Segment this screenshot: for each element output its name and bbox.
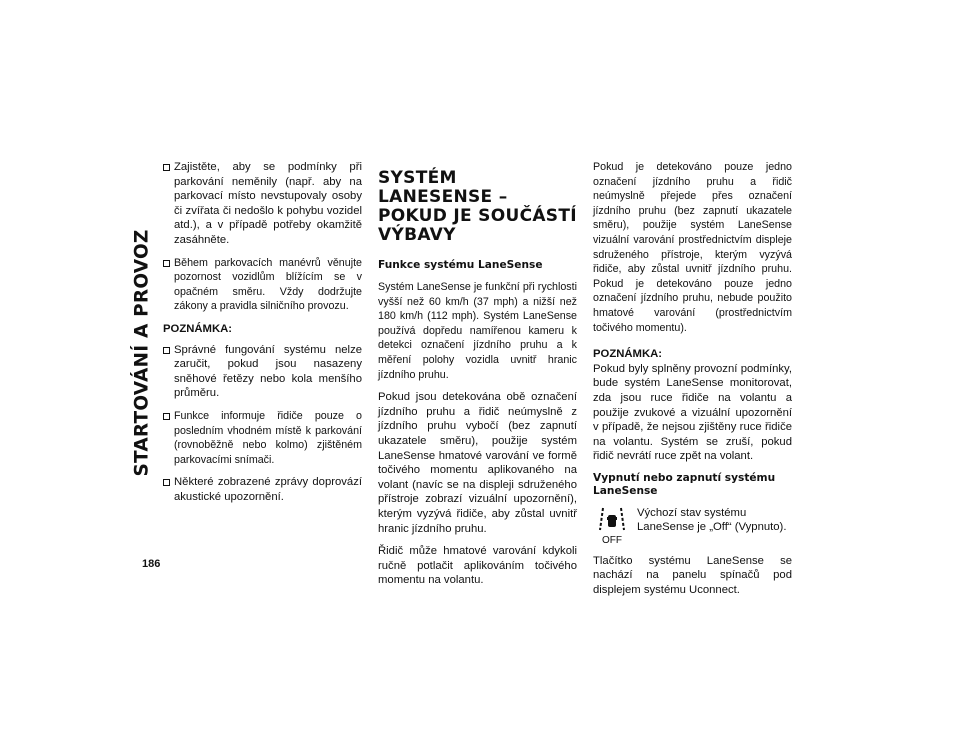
bullet-item [163,475,362,504]
paragraph: Tlačítko systému LaneSense se nachází na panelu spínačů pod displejem systému Uconnect. [593,554,792,597]
bullet-box-icon [163,413,170,420]
bullet-box-icon [163,479,170,486]
note-text: Pokud byly splněny provozní podmínky, bude systém LaneSense monitorovat, zda jsou ruce řidiče na volantu a použije zvukové a vizuální upozornění v případě, že nejsou zjištěny ruce řidiče na volantu. Systém se zruší, pokud řidič nevrátí ruce zpět na volant. [593,362,792,463]
subsection-heading: Vypnutí nebo zapnutí systému LaneSense [593,471,776,497]
bullet-box-icon [163,164,170,171]
column-left [163,160,362,512]
lanesense-off-row [593,506,792,546]
page-number: 186 [142,558,161,570]
note-label: POZNÁMKA: [163,322,233,335]
icon-description: Výchozí stav systému LaneSense je „Off“ (Vypnuto). [637,506,787,534]
column-middle [378,160,577,596]
lanesense-off-icon [597,506,627,546]
note-label: POZNÁMKA: [593,348,663,361]
paragraph: Pokud jsou detekována obě označení jízdního pruhu a řidič neúmyslně z jízdního pruhu vybočí (bez zapnutí ukazatele směru), použije systém LaneSense hmatové varování ve formě točivého momentu aplikovaného na volant (navíc se na displeji sdruženého přístroje zobrazí vizuální upozornění), kterým vyzývá řidiče, aby zůstal uvnitř hranic jízdního pruhu. [378,391,577,535]
bullet-text: Některé zobrazené zprávy doprovází akustické upozornění. [174,476,362,503]
column-right [593,160,792,606]
bullet-text: Zajistěte, aby se podmínky při parkování neměnily (např. aby na parkovací místo nevstupovaly osoby či zvířata či nedošlo k pohybu vozidel atd.), a v případě potřeby okamžitě zasáhněte. [174,161,362,246]
paragraph: Řidič může hmatové varování kdykoli ručně potlačit aplikováním točivého momentu na volantu. [378,545,577,587]
bullet-text: Během parkovacích manévrů věnujte pozornost vozidlům blížícím se v opačném směru. Vždy dodržujte zákony a pravidla silničního provozu. [174,256,362,313]
chapter-side-tab [128,170,156,535]
bullet-text: Funkce informuje řidiče pouze o posledním vhodném místě k parkování (rovnoběžně nebo kolmo) zjištěném parkovacími snímači. [174,409,362,466]
subsection-heading: Funkce systému LaneSense [378,259,543,271]
chapter-title: STARTOVÁNÍ A PROVOZ [131,228,153,477]
bullet-box-icon [163,347,170,354]
bullet-item [163,409,362,467]
paragraph: Pokud je detekováno pouze jedno označení jízdního pruhu a řidič neúmyslně přejede přes označení jízdního pruhu (bez zapnutí ukazatele směru), použije systém LaneSense vizuální varování prostřednictvím displeje sdruženého přístroje, kterým vyzývá řidiče, aby zůstal uvnitř jízdního pruhu. Pokud je detekováno pouze jedno označení jízdního pruhu, nebude použito hmatové varování (prostřednictvím točivého momentu). [593,161,792,334]
bullet-item [163,256,362,314]
bullet-item [163,160,362,248]
paragraph: Systém LaneSense je funkční při rychlosti vyšší než 60 km/h (37 mph) a nižší než 180 km/h (112 mph). Systém LaneSense používá dopředu namířenou kameru k detekci označení jízdního pruhu a k měření polohy vozidla uvnitř hranic jízdního pruhu. [378,281,577,381]
bullet-box-icon [163,260,170,267]
section-heading: SYSTÉM LANESENSE – POKUD JE SOUČÁSTÍ VÝBAVY [378,168,577,245]
bullet-text: Správné fungování systému nelze zaručit, pokud jsou nasazeny sněhové řetězy nebo kola menšího průměru. [174,343,362,400]
bullet-item [163,343,362,401]
off-label: OFF [602,534,622,546]
